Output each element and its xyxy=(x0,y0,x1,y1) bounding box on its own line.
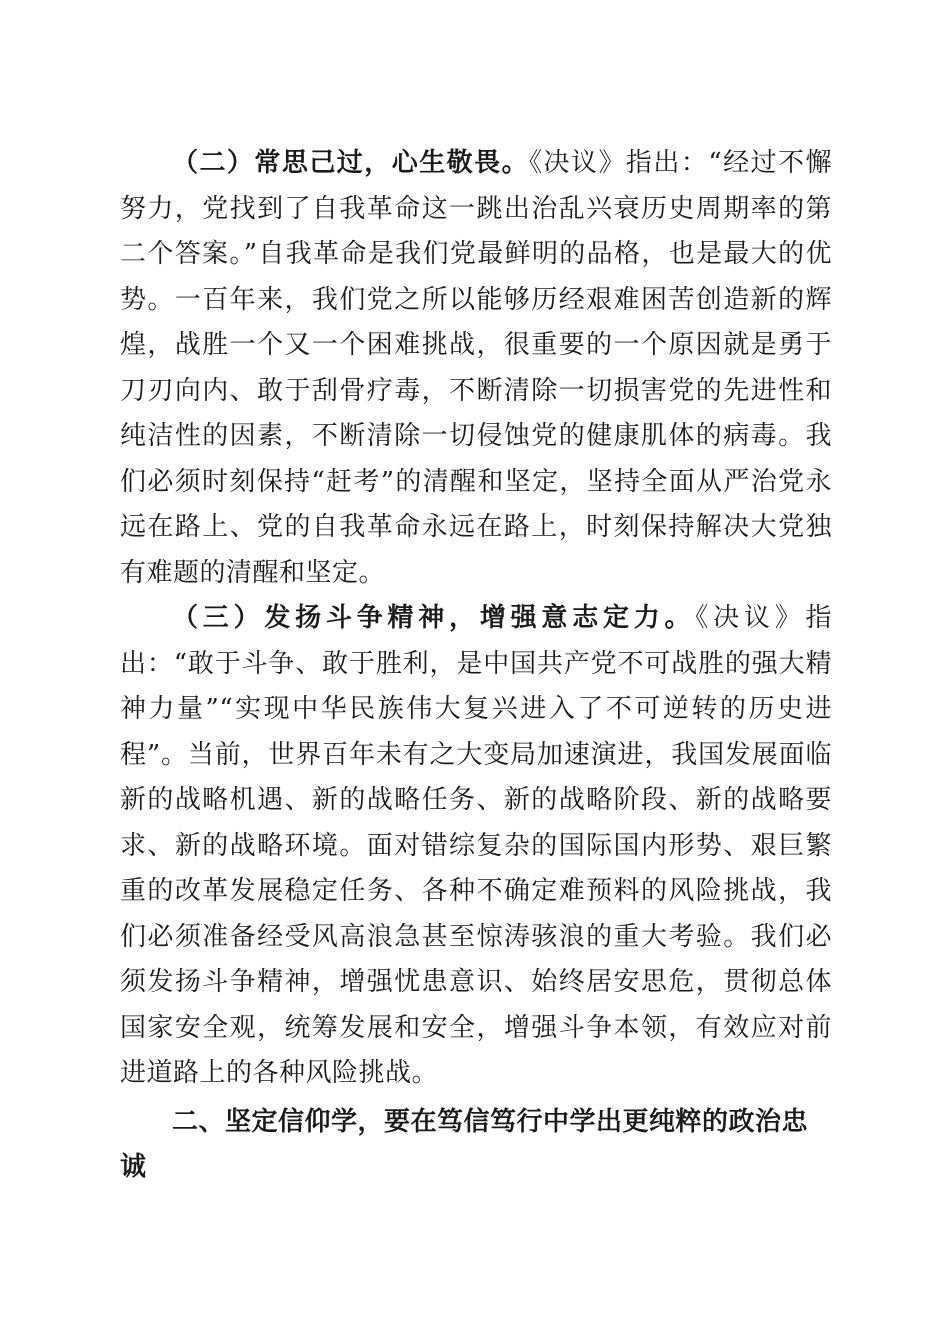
paragraph-lead-self-reflection: （二）常思己过，心生敬畏。 xyxy=(172,148,530,178)
paragraph-self-reflection xyxy=(120,141,832,596)
paragraph-lead-struggle-spirit: （三）发扬斗争精神，增强意志定力。 xyxy=(172,603,696,633)
section-heading-faith: 二、坚定信仰学，要在笃信笃行中学出更纯粹的政治忠诚 xyxy=(120,1106,809,1182)
paragraph-text-self-reflection: 《决议》指出：“经过不懈努力，党找到了自我革命这一跳出治乱兴衰历史周期率的第二个答案。”自我革命是我们党最鲜明的品格，也是最大的优势。一百年来，我们党之所以能够历经艰难困苦创造新的辉煌，战胜一个又一个困难挑战，很重要的一个原因就是勇于刀刃向内、敢于刮骨疗毒，不断清除一切损害党的先进性和纯洁性的因素，不断清除一切侵蚀党的健康肌体的病毒。我们必须时刻保持“赶考”的清醒和坚定，坚持全面从严治党永远在路上、党的自我革命永远在路上，时刻保持解决大党独有难题的清醒和坚定。 xyxy=(120,148,832,588)
paragraph-struggle-spirit xyxy=(120,596,832,1097)
paragraph-text-struggle-spirit: 《决议》指出：“敢于斗争、敢于胜利，是中国共产党不可战胜的强大精神力量”“实现中华民族伟大复兴进入了不可逆转的历史进程”。当前，世界百年未有之大变局加速演进，我国发展面临新的战略机遇、新的战略任务、新的战略阶段、新的战略要求、新的战略环境。面对错综复杂的国际国内形势、艰巨繁重的改革发展稳定任务、各种不确定难预料的风险挑战，我们必须准备经受风高浪急甚至惊涛骇浪的重大考验。我们必须发扬斗争精神，增强忧患意识、始终居安思危，贯彻总体国家安全观，统筹发展和安全，增强斗争本领，有效应对前进道路上的各种风险挑战。 xyxy=(120,603,832,1088)
document-body xyxy=(120,141,832,1191)
